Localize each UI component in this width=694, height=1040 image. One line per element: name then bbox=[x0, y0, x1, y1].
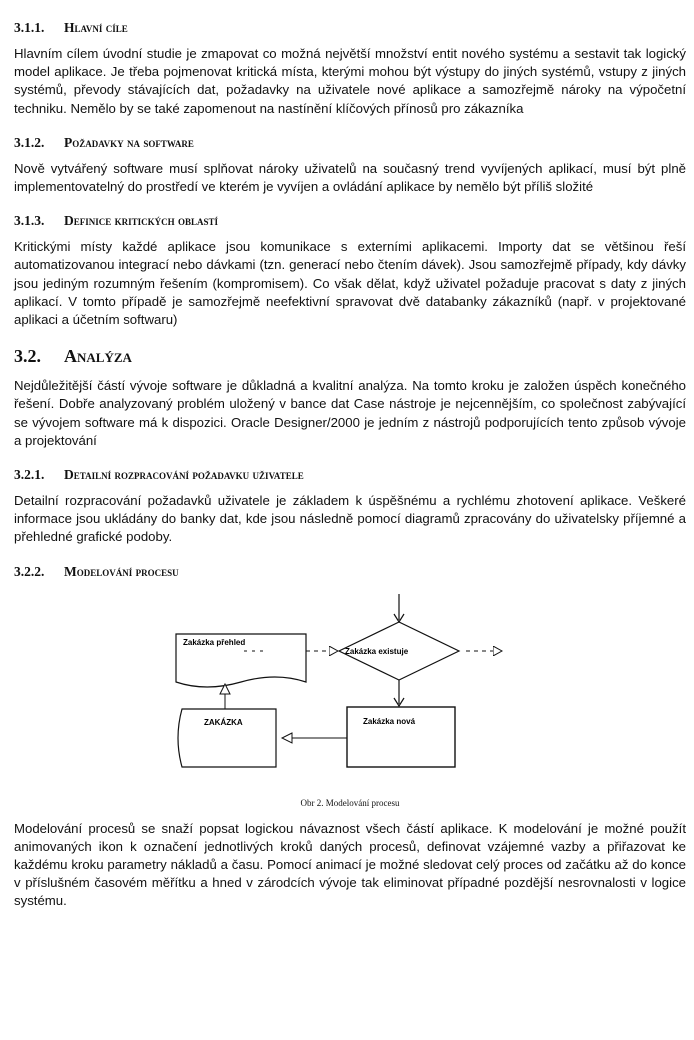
paragraph-hlavni-cile: Hlavním cílem úvodní studie je zmapovat co možná největší množství entit nového systému a sestavit tak logický model aplikace. Je třeba pojmenovat kritická místa, kterými mohou být výstupy do jiných systémů, vstupy z jiných systémů, převody stávajících dat, požadavky na uživatele nové aplikace a samozřejmě nároky na výpočetní techniku. Nemělo by se také zapomenout na nastínění klíčových přínosů pro zákazníka bbox=[14, 46, 686, 116]
heading-3-2: 3.2. Analýza bbox=[14, 346, 132, 367]
paragraph-modelovani: Modelování procesů se snaží popsat logickou návaznost všech částí aplikace. K modelování je možné použít animovaných ikon k označení jednotlivých kroků daných procesů, definovat vzájemné vazby a přiřazovat ke každému kroku parametry nákladů a času. Pomocí animací je možné sledovat celý proces od začátku až do konce v příslušném časovém měřítku a hned v zárodcích vývoje tak eliminovat případné pozdější nesrovnalosti v logice systému. bbox=[14, 820, 686, 909]
box-zakazka-nova bbox=[347, 707, 455, 767]
heading-3-1-3: 3.1.3. Definice kritických oblastí bbox=[14, 213, 219, 229]
process-diagram-svg bbox=[14, 594, 686, 794]
heading-3-2-2: 3.2.2. Modelování procesu bbox=[14, 563, 179, 579]
heading-3-1-1: 3.1.1. Hlavní cíle bbox=[14, 20, 128, 35]
paragraph-detailni-rozpracovani: Detailní rozpracování požadavků uživatele je základem k úspěšnému a rychlému zhotovení aplikace. Veškeré informace jsou ukládány do banky dat, kde jsou následně pomocí diagramů zpracovány do uživatelsky příjemné a přehledné grafické podoby. bbox=[14, 493, 686, 545]
figure-caption: Obr 2. Modelování procesu bbox=[300, 797, 400, 808]
heading-3-2-1: 3.2.1. Detailní rozpracování požadavku uživatele bbox=[14, 467, 304, 483]
heading-3-1-2: 3.1.2. Požadavky na software bbox=[14, 134, 194, 150]
box-zakazka-nova-label: Zakázka nová bbox=[363, 716, 416, 726]
document-page bbox=[14, 14, 686, 911]
paragraph-pozadavky: Nově vytvářený software musí splňovat nároky uživatelů na současný trend vyvíjených aplikací, musí být plně implementovatelný do prostředí ve kterém je vyvíjen a ovládání aplikace by nemělo být příliš složité bbox=[14, 160, 686, 195]
decision-label: Zakázka existuje bbox=[345, 646, 409, 656]
paragraph-kriticke-oblasti: Kritickými místy každé aplikace jsou komunikace s externími aplikacemi. Importy dat se většinou řeší automatizovanou integrací nebo dávkami (tzn. generací nebo čtením dávek). Jsou samozřejmě případy, kdy dávky jsou jediným rozumným řešením (kompromisem). Co však dělat, když uživatel požaduje pracovat s daty z jiných aplikací. V tomto případě je samozřejmě neefektivní spravovat dvě databanky zákazníků (např. v projektované aplikaci a účetním softwaru) bbox=[14, 239, 686, 328]
process-diagram bbox=[14, 594, 686, 794]
box-zakazka-label: ZAKÁZKA bbox=[204, 717, 243, 727]
paragraph-analyza: Nejdůležitější částí vývoje software je důkladná a kvalitní analýza. Na tomto kroku je založen úspěch konečného řešení. Dobře analyzovaný problém uložený v bance dat Case nástroje je nejcennějším, co společnost zabývající se vývojem software má k dispozici. Oracle Designer/2000 je jedním z nástrojů podporujících tento způsob vývoje a projektování bbox=[14, 378, 686, 448]
box-zakazka-prehled-label: Zakázka přehled bbox=[183, 637, 246, 647]
